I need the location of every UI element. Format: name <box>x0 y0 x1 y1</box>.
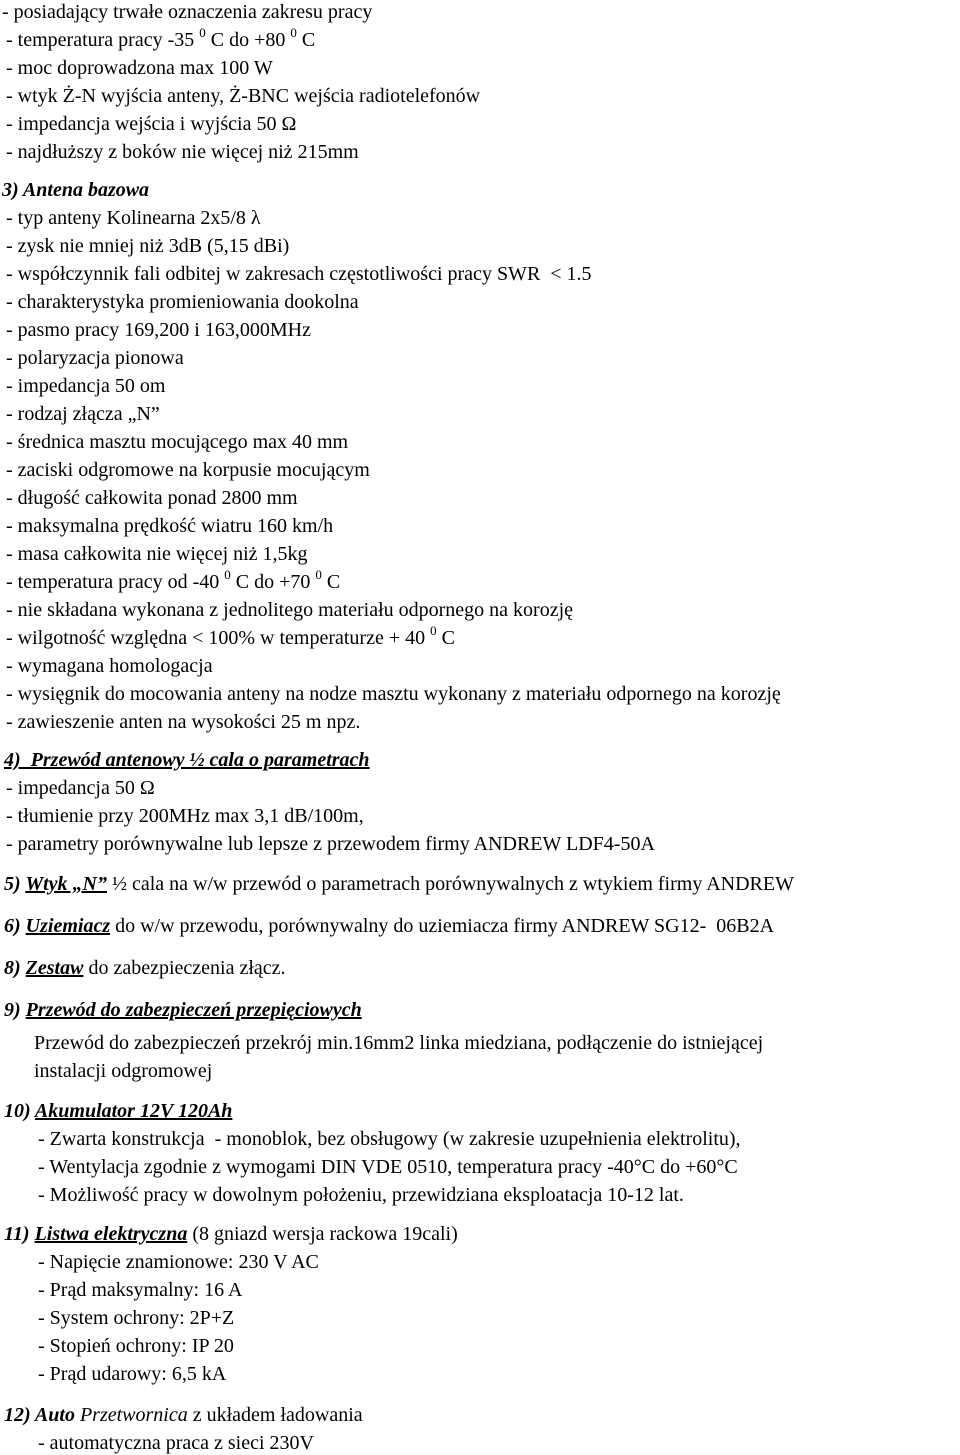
spec-line: - współczynnik fali odbitej w zakresach częstotliwości pracy SWR < 1.5 <box>6 263 592 285</box>
spec-line: - wymagana homologacja <box>6 655 213 677</box>
spec-line: - zysk nie mniej niż 3dB (5,15 dBi) <box>6 235 290 257</box>
spec-line-humidity <box>6 623 455 650</box>
text-part: C <box>321 571 341 593</box>
spec-line: - masa całkowita nie więcej niż 1,5kg <box>6 543 308 565</box>
section-number: 5) <box>4 873 26 895</box>
section-heading <box>4 1222 458 1246</box>
spec-line: - impedancja 50 om <box>6 375 166 397</box>
spec-line: - charakterystyka promieniowania dookolna <box>6 291 359 313</box>
section-title: Zestaw <box>25 957 84 979</box>
section-heading: 3) Antena bazowa <box>2 179 150 201</box>
spec-line: - średnica masztu mocującego max 40 mm <box>6 431 349 453</box>
section-heading <box>4 998 362 1022</box>
spec-line: - wysięgnik do mocowania anteny na nodze masztu wykonany z materiału odpornego na korozję <box>6 683 781 705</box>
spec-line: - Możliwość pracy w dowolnym położeniu, przewidziana eksploatacja 10-12 lat. <box>38 1184 684 1206</box>
spec-line: - Zwarta konstrukcja - monoblok, bez obsługowy (w zakresie uzupełnienia elektrolitu), <box>38 1128 741 1150</box>
spec-line: - Prąd udarowy: 6,5 kA <box>38 1363 227 1385</box>
section-heading <box>4 1099 232 1123</box>
section-heading <box>4 956 286 980</box>
superscript: 0 <box>430 623 437 638</box>
section-description: do zabezpieczenia złącz. <box>83 957 286 979</box>
superscript: 0 <box>315 567 322 582</box>
paragraph-line: instalacji odgromowej <box>34 1060 213 1082</box>
spec-line: - zawieszenie anten na wysokości 25 m npz. <box>6 711 361 733</box>
spec-line: - Napięcie znamionowe: 230 V AC <box>38 1251 319 1273</box>
text-part: C <box>436 627 455 649</box>
text-part: - temperatura pracy od -40 <box>6 571 225 593</box>
spec-line: - zaciski odgromowe na korpusie mocującym <box>6 459 370 481</box>
spec-line: - impedancja wejścia i wyjścia 50 Ω <box>6 113 297 135</box>
section-title: Auto <box>34 1404 75 1426</box>
spec-line: - System ochrony: 2P+Z <box>38 1307 235 1329</box>
spec-line: - posiadający trwałe oznaczenia zakresu pracy <box>2 1 373 23</box>
spec-line: - parametry porównywalne lub lepsze z przewodem firmy ANDREW LDF4-50A <box>6 833 655 855</box>
section-description: (8 gniazd wersja rackowa 19cali) <box>187 1223 458 1245</box>
section-title: Uziemiacz <box>25 915 111 937</box>
spec-line: - wtyk Ż-N wyjścia anteny, Ż-BNC wejścia radiotelefonów <box>6 85 481 107</box>
section-description: ½ cala na w/w przewód o parametrach porównywalnych z wtykiem firmy ANDREW <box>106 873 794 895</box>
paragraph-line: Przewód do zabezpieczeń przekrój min.16mm2 linka miedziana, podłączenie do istniejącej <box>34 1032 764 1054</box>
spec-line: - Prąd maksymalny: 16 A <box>38 1279 243 1301</box>
section-heading <box>4 914 774 938</box>
spec-line: - nie składana wykonana z jednolitego materiału odpornego na korozję <box>6 599 574 621</box>
section-heading <box>4 1403 363 1427</box>
spec-line: - polaryzacja pionowa <box>6 347 184 369</box>
section-heading: 4) Przewód antenowy ½ cala o parametrach <box>4 749 370 771</box>
spec-line: - Stopień ochrony: IP 20 <box>38 1335 234 1357</box>
text-part: - wilgotność względna < 100% w temperaturze + 40 <box>6 627 431 649</box>
spec-line: - moc doprowadzona max 100 W <box>6 57 273 79</box>
section-heading <box>4 872 794 896</box>
spec-line: - pasmo pracy 169,200 i 163,000MHz <box>6 319 311 341</box>
spec-line: - typ anteny Kolinearna 2x5/8 λ <box>6 207 261 229</box>
spec-line: - tłumienie przy 200MHz max 3,1 dB/100m, <box>6 805 364 827</box>
section-title: Przewód do zabezpieczeń przepięciowych <box>25 999 362 1021</box>
text-part: C do +80 <box>205 29 291 51</box>
spec-line: - długość całkowita ponad 2800 mm <box>6 487 298 509</box>
section-description: z układem ładowania <box>187 1404 363 1426</box>
spec-line: - impedancja 50 Ω <box>6 777 155 799</box>
spec-line-temperature <box>6 567 341 594</box>
section-title: Wtyk „N” <box>25 873 107 895</box>
section-number: 8) <box>4 957 26 979</box>
spec-line: - rodzaj złącza „N” <box>6 403 160 425</box>
section-number: 6) <box>4 915 26 937</box>
section-number: 11) <box>4 1223 35 1245</box>
section-description: do w/w przewodu, porównywalny do uziemiacza firmy ANDREW SG12- 06B2A <box>110 915 775 937</box>
superscript: 0 <box>290 25 297 40</box>
spec-line: - Wentylacja zgodnie z wymogami DIN VDE 0510, temperatura pracy -40°C do +60°C <box>38 1156 738 1178</box>
section-number: 12) <box>4 1404 35 1426</box>
section-title: Akumulator 12V 120Ah <box>34 1100 233 1122</box>
section-title: Listwa elektryczna <box>34 1223 188 1245</box>
spec-line: - maksymalna prędkość wiatru 160 km/h <box>6 515 334 537</box>
spec-line: - najdłuższy z boków nie więcej niż 215mm <box>6 141 359 163</box>
text-part: C <box>296 29 316 51</box>
text-part: C do +70 <box>230 571 316 593</box>
spec-line: - automatyczna praca z sieci 230V <box>38 1432 314 1454</box>
spec-line-temperature <box>6 25 316 52</box>
section-title-extra: Przetwornica <box>74 1404 188 1426</box>
superscript: 0 <box>199 25 206 40</box>
text-part: - temperatura pracy -35 <box>6 29 200 51</box>
superscript: 0 <box>224 567 231 582</box>
section-number: 10) <box>4 1100 35 1122</box>
section-number: 9) <box>4 999 26 1021</box>
